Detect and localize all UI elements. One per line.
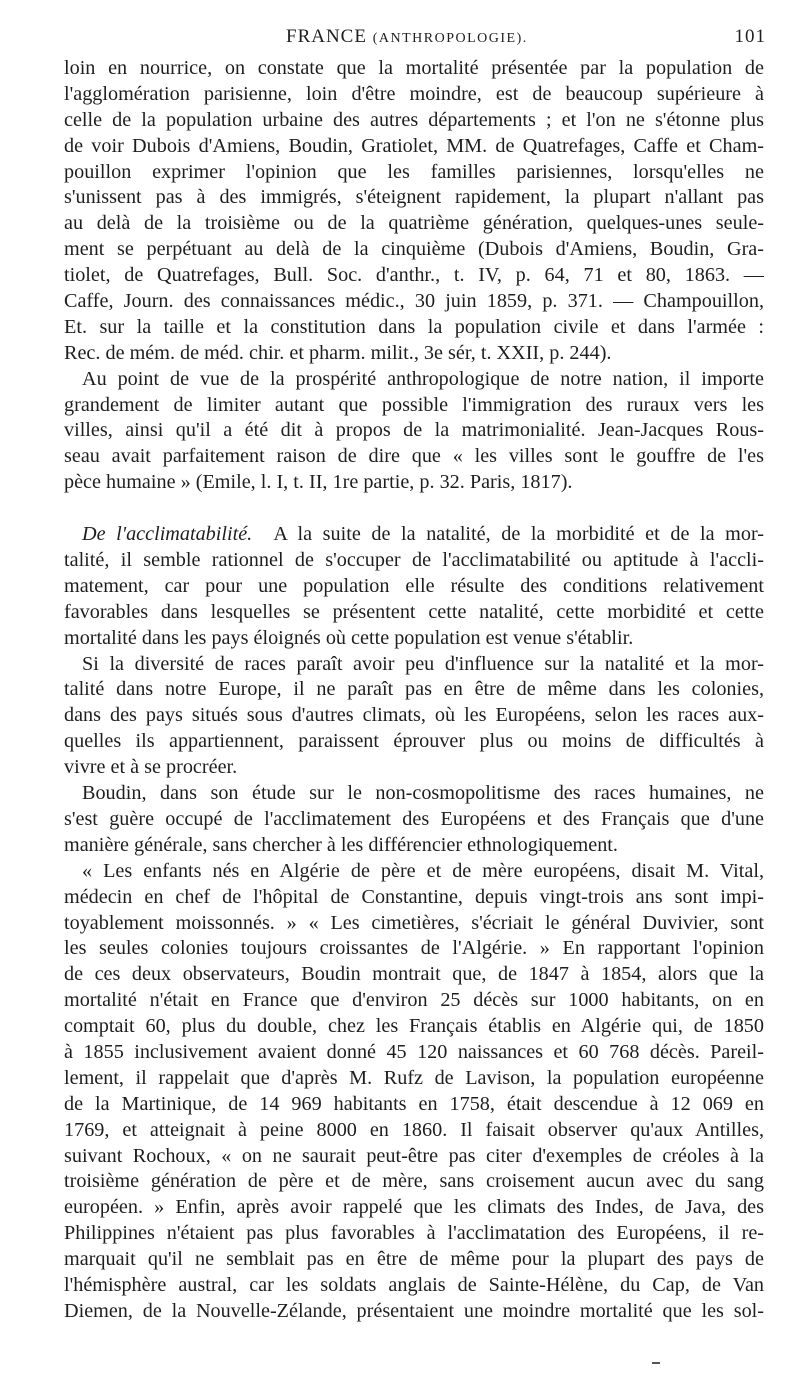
text-line: pèce humaine » (Emile, l. I, t. II, 1re partie, p. 32. Paris, 1817). <box>64 471 573 494</box>
text-line: grandement de limiter autant que possible l'immigration des ruraux vers les <box>64 393 764 416</box>
text-line: Philippines n'étaient pas plus favorables à l'acclimatation des Européens, il re- <box>64 1222 764 1245</box>
text-line: Caffe, Journ. des connaissances médic., 30 juin 1859, p. 371. — Champouillon, <box>64 290 764 313</box>
text-line: quelles ils appartiennent, paraissent éprouver plus ou moins de difficultés à <box>64 730 764 753</box>
text-line: vivre et à se procréer. <box>64 756 238 779</box>
running-title-main: FRANCE <box>286 26 367 47</box>
text-line: villes, ainsi qu'il a été dit à propos de la matrimonialité. Jean-Jacques Rous- <box>64 419 764 442</box>
page-number: 101 <box>734 26 766 47</box>
text-line: Diemen, de la Nouvelle-Zélande, présentaient une moindre mortalité que les sol- <box>64 1299 764 1322</box>
text-line: Rec. de mém. de méd. chir. et pharm. milit., 3e sér, t. XXII, p. 244). <box>64 341 612 364</box>
text-line: au delà de la troisième ou de la quatrième génération, quelques-unes seule- <box>64 212 764 235</box>
text-line: « Les enfants nés en Algérie de père et de mère européens, disait M. Vital, <box>82 859 764 882</box>
paragraph-4 <box>64 652 764 781</box>
text-line: l'agglomération parisienne, loin d'être moindre, est de beaucoup supérieure à <box>64 82 764 105</box>
text-line: loin en nourrice, on constate que la mortalité présentée par la population de <box>64 57 764 79</box>
text-line: troisième génération de père et de mère, sans croisement aucun avec du sang <box>64 1170 764 1193</box>
text-line: dans des pays situés sous d'autres climats, où les Européens, selon les races aux- <box>64 704 764 727</box>
text-line: manière générale, sans chercher à les différencier ethnologiquement. <box>64 833 618 856</box>
text-line: favorables dans lesquelles se présentent cette natalité, cette morbidité et cette <box>64 600 764 623</box>
text-line: marquait qu'il ne semblait pas en être de même pour la plupart des pays de <box>64 1248 764 1271</box>
text-line: européen. » Enfin, après avoir rappelé que les climats des Indes, de Java, des <box>64 1196 764 1219</box>
text-line: médecin en chef de l'hôpital de Constantine, depuis vingt-trois ans sont impi- <box>64 885 764 908</box>
text-line: Boudin, dans son étude sur le non-cosmopolitisme des races humaines, ne <box>82 782 764 805</box>
running-head <box>64 26 764 56</box>
text-line: seau avait parfaitement raison de dire que « les villes sont le gouffre de l'es <box>64 445 764 468</box>
text-line: Au point de vue de la prospérité anthropologique de notre nation, il importe <box>82 367 764 390</box>
text-line: tiolet, de Quatrefages, Bull. Soc. d'anthr., t. IV, p. 64, 71 et 80, 1863. — <box>64 264 764 287</box>
text-line: de ces deux observateurs, Boudin montrait que, de 1847 à 1854, alors que la <box>64 963 764 986</box>
running-title-sub: (ANTHROPOLOGIE). <box>372 31 528 46</box>
text-line: pouillon exprimer l'opinion que les familles parisiennes, lorsqu'elles ne <box>64 160 764 183</box>
text-line: Si la diversité de races paraît avoir peu d'influence sur la natalité et la mor- <box>82 652 764 675</box>
text-line: suivant Rochoux, « on ne saurait peut-être pas citer d'exemples de créoles à la <box>64 1144 764 1167</box>
text-line: matement, car pour une population elle résulte des conditions relativement <box>64 574 764 597</box>
paragraph-6 <box>64 859 764 1325</box>
text-line: de la Martinique, de 14 969 habitants en 1758, était descendue à 12 069 en <box>64 1092 764 1115</box>
text-line: talité, il semble rationnel de s'occuper de l'acclimatabilité ou aptitude à l'accli- <box>64 549 764 572</box>
paragraph-3 <box>64 522 764 651</box>
section-heading: De l'acclimatabilité. <box>82 523 253 546</box>
section-gap <box>64 496 764 522</box>
text-line: toyablement moissonnés. » « Les cimetières, s'écriait le général Duvivier, sont <box>64 911 764 934</box>
running-title <box>286 26 528 48</box>
text-line-fragment: A la suite de la natalité, de la morbidité et de la mor- <box>273 523 765 546</box>
paragraph-2 <box>64 367 764 496</box>
text-line: lement, il rappelait que d'après M. Rufz de Lavison, la population européenne <box>64 1066 764 1089</box>
text-line <box>64 522 764 548</box>
paragraph-1 <box>64 56 764 367</box>
text-line: mortalité dans les pays éloignés où cette population est venue s'établir. <box>64 626 634 649</box>
text-line: s'est guère occupé de l'acclimatement des Européens et des Français que d'une <box>64 807 764 830</box>
text-line: les seules colonies toujours croissantes de l'Algérie. » En rapportant l'opinion <box>64 937 764 960</box>
text-line: l'hémisphère austral, car les soldats anglais de Sainte-Hélène, du Cap, de Van <box>64 1273 764 1296</box>
paragraph-5 <box>64 781 764 859</box>
text-line: comptait 60, plus du double, chez les Français établis en Algérie qui, de 1850 <box>64 1015 764 1038</box>
text-line: mortalité n'était en France que d'environ 25 décès sur 1000 habitants, on en <box>64 989 764 1012</box>
text-line: 1769, et atteignait à peine 8000 en 1860. Il faisait observer qu'aux Antilles, <box>64 1118 764 1141</box>
footer-dash <box>652 1362 660 1364</box>
text-line: à 1855 inclusivement avaient donné 45 120 naissances et 60 768 décès. Pareil- <box>64 1040 764 1063</box>
text-line: ment se perpétuant au delà de la cinquième (Dubois d'Amiens, Boudin, Gra- <box>64 238 764 261</box>
text-line: celle de la population urbaine des autres départements ; et l'on ne s'étonne plus <box>64 108 764 131</box>
text-line: talité dans notre Europe, il ne paraît pas en être de même dans les colonies, <box>64 678 764 701</box>
book-page <box>64 26 764 1325</box>
text-line: Et. sur la taille et la constitution dans la population civile et dans l'armée : <box>64 315 764 338</box>
text-line: de voir Dubois d'Amiens, Boudin, Gratiolet, MM. de Quatrefages, Caffe et Cham- <box>64 134 764 157</box>
text-line: s'unissent pas à des immigrés, s'éteignent rapidement, la plupart n'allant pas <box>64 186 764 209</box>
